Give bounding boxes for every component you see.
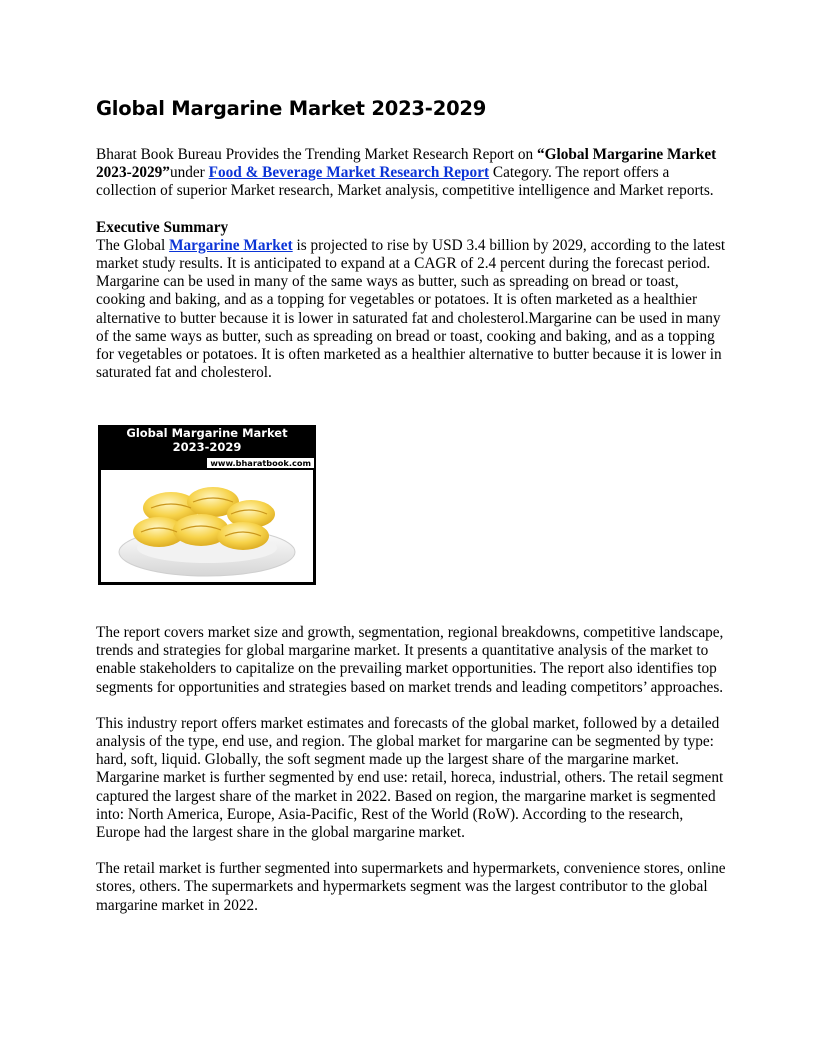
report-cover-image (98, 425, 316, 585)
intro-text-2: under (169, 164, 209, 182)
intro-text-1: Bharat Book Bureau Provides the Trending Market Research Report on (96, 146, 537, 163)
intro-text-3: Category. The report offers a collection of superior Market research, Market analysis, competitive intelligence and Market reports. (96, 164, 714, 200)
butter-curl-icon (133, 487, 275, 550)
document-page (96, 96, 726, 382)
butter-curls-illustration (101, 470, 313, 582)
margarine-market-link[interactable]: Margarine Market (169, 236, 293, 254)
cover-title: Global Margarine Market 2023-2029 (126, 426, 288, 454)
margarine-photo (101, 470, 313, 582)
document-body-lower (96, 624, 726, 915)
cover-url: www.bharatbook.com (207, 458, 314, 468)
executive-summary-heading: Executive Summary (96, 218, 229, 236)
category-link[interactable]: Food & Beverage Market Research Report (208, 164, 490, 182)
summary-text-1: The Global (96, 236, 170, 254)
report-name: “Global Margarine Market 2023-2029” (96, 146, 717, 182)
body-paragraph-1: The report covers market size and growth, segmentation, regional breakdowns, competitive landscape, trends and strategies for global margarine market. It presents a quantitative analysis of the market to enable stakeholders to capitalize on the prevailing market opportunities. The report also identifies top segments for opportunities and strategies based on market trends and leading competitors’ approaches. (96, 624, 724, 696)
summary-text-2: is projected to rise by USD 3.4 billion by 2029, according to the latest market study results. It is anticipated to expand at a CAGR of 2.4 percent during the forecast period. Margarine can be used in many of the same ways as butter, such as spreading on bread or toast, cooking and baking, and as a topping for vegetables or potatoes. It is often marketed as a healthier alternative to butter because it is lower in saturated fat and cholesterol.Margarine can be used in many of the same ways as butter, such as spreading on bread or toast, cooking and baking, and as a topping for vegetables or potatoes. It is often marketed as a healthier alternative to butter because it is lower in saturated fat and cholesterol. (96, 236, 726, 382)
executive-summary (96, 219, 726, 383)
intro-paragraph (96, 146, 726, 201)
page-title: Global Margarine Market 2023-2029 (96, 97, 487, 120)
body-paragraph-3: The retail market is further segmented into supermarkets and hypermarkets, convenience stores, online stores, others. The supermarkets and hypermarkets segment was the largest contributor to the global margarine market in 2022. (96, 860, 726, 914)
body-paragraph-2: This industry report offers market estimates and forecasts of the global market, followed by a detailed analysis of the type, end use, and region. The global market for margarine can be segmented by type: hard, soft, liquid. Globally, the soft segment made up the largest share of the margarine market. Margarine market is further segmented by end use: retail, horeca, industrial, others. The retail segment captured the largest share of the market in 2022. Based on region, the margarine market is segmented into: North America, Europe, Asia-Pacific, Rest of the World (RoW). According to the research, Europe had the largest share in the global margarine market. (96, 714, 724, 842)
